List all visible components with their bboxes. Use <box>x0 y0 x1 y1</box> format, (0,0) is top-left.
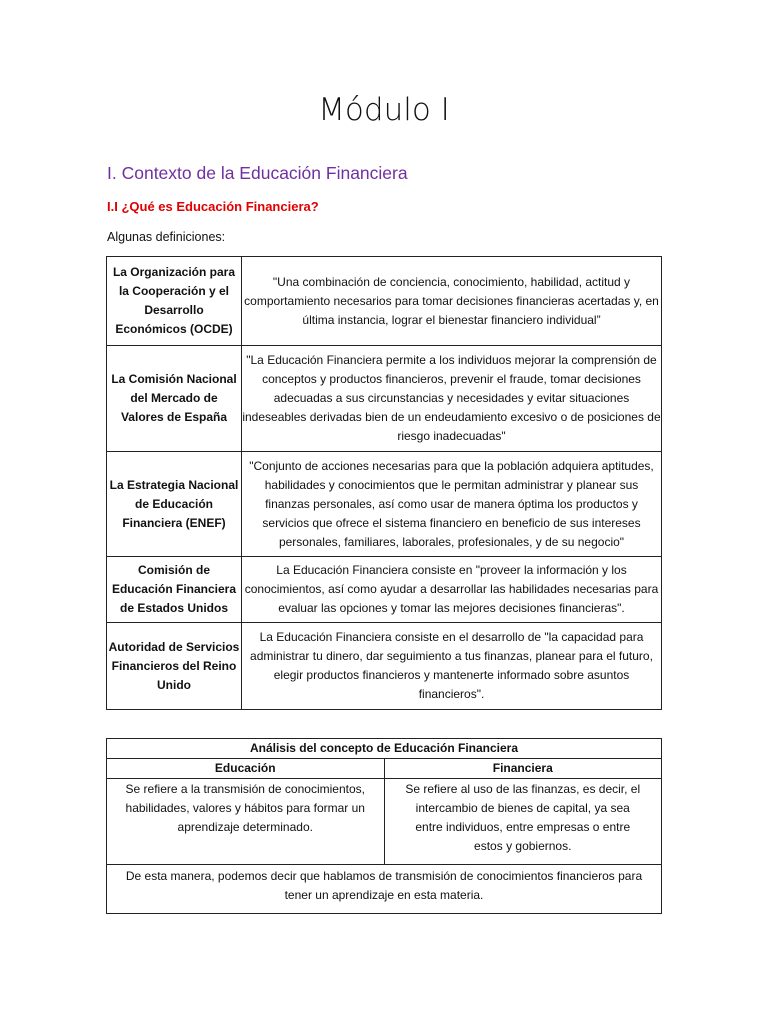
subsection-heading: I.I ¿Qué es Educación Financiera? <box>107 199 319 214</box>
definition-cell: La Educación Financiera consiste en "proveer la información y los conocimientos, así como ayudar a desarrollar las habilidades necesarias para evaluar las opciones y tomar las mejores decisiones financieras". <box>242 557 662 623</box>
column-header-educacion: Educación <box>107 759 385 779</box>
table-row <box>107 257 662 346</box>
organization-cell: Comisión de Educación Financiera de Estados Unidos <box>107 557 242 623</box>
table-row <box>107 346 662 452</box>
analysis-table <box>106 738 662 914</box>
definition-cell: "Una combinación de conciencia, conocimiento, habilidad, actitud y comportamiento necesarios para tomar decisiones financieras acertadas y, en última instancia, lograr el bienestar financiero individual” <box>242 257 662 346</box>
column-header-financiera: Financiera <box>384 759 662 779</box>
definitions-table <box>106 256 662 710</box>
definition-cell: La Educación Financiera consiste en el desarrollo de "la capacidad para administrar tu dinero, dar seguimiento a tus finanzas, planear para el futuro, elegir productos financieros y mantenerte informado sobre asuntos financieros". <box>242 623 662 710</box>
table-header-row <box>107 759 662 779</box>
table-row <box>107 623 662 710</box>
intro-text: Algunas definiciones: <box>107 230 226 244</box>
table-row <box>107 865 662 914</box>
organization-cell: La Organización para la Cooperación y el Desarrollo Económicos (OCDE) <box>107 257 242 346</box>
page-title: Módulo I <box>318 92 450 128</box>
organization-cell: La Estrategia Nacional de Educación Financiera (ENEF) <box>107 452 242 557</box>
organization-cell: La Comisión Nacional del Mercado de Valores de España <box>107 346 242 452</box>
organization-cell: Autoridad de Servicios Financieros del Reino Unido <box>107 623 242 710</box>
explanation-cell-educacion: Se refiere a la transmisión de conocimientos, habilidades, valores y hábitos para formar un aprendizaje determinado. <box>107 779 385 865</box>
table-title-row <box>107 739 662 759</box>
definition-cell: "Conjunto de acciones necesarias para que la población adquiera aptitudes, habilidades y conocimientos que le permitan administrar y planear sus finanzas personales, así como usar de manera óptima los productos y servicios que ofrece el sistema financiero en beneficio de sus intereses personales, familiares, laborales, profesionales, y de su negocio" <box>242 452 662 557</box>
definition-cell: "La Educación Financiera permite a los individuos mejorar la comprensión de conceptos y productos financieros, prevenir el fraude, tomar decisiones adecuadas a sus circunstancias y necesidades y evitar situaciones indeseables derivadas bien de un endeudamiento excesivo o de posiciones de riesgo inadecuadas" <box>242 346 662 452</box>
table-row <box>107 779 662 865</box>
analysis-table-title: Análisis del concepto de Educación Financiera <box>107 739 662 759</box>
conclusion-cell: De esta manera, podemos decir que hablamos de transmisión de conocimientos financieros para tener un aprendizaje en esta materia. <box>107 865 662 914</box>
table-row <box>107 557 662 623</box>
section-heading: I. Contexto de la Educación Financiera <box>107 163 408 183</box>
table-row <box>107 452 662 557</box>
explanation-cell-financiera: Se refiere al uso de las finanzas, es decir, el intercambio de bienes de capital, ya sea entre individuos, entre empresas o entre estos y gobiernos. <box>384 779 662 865</box>
